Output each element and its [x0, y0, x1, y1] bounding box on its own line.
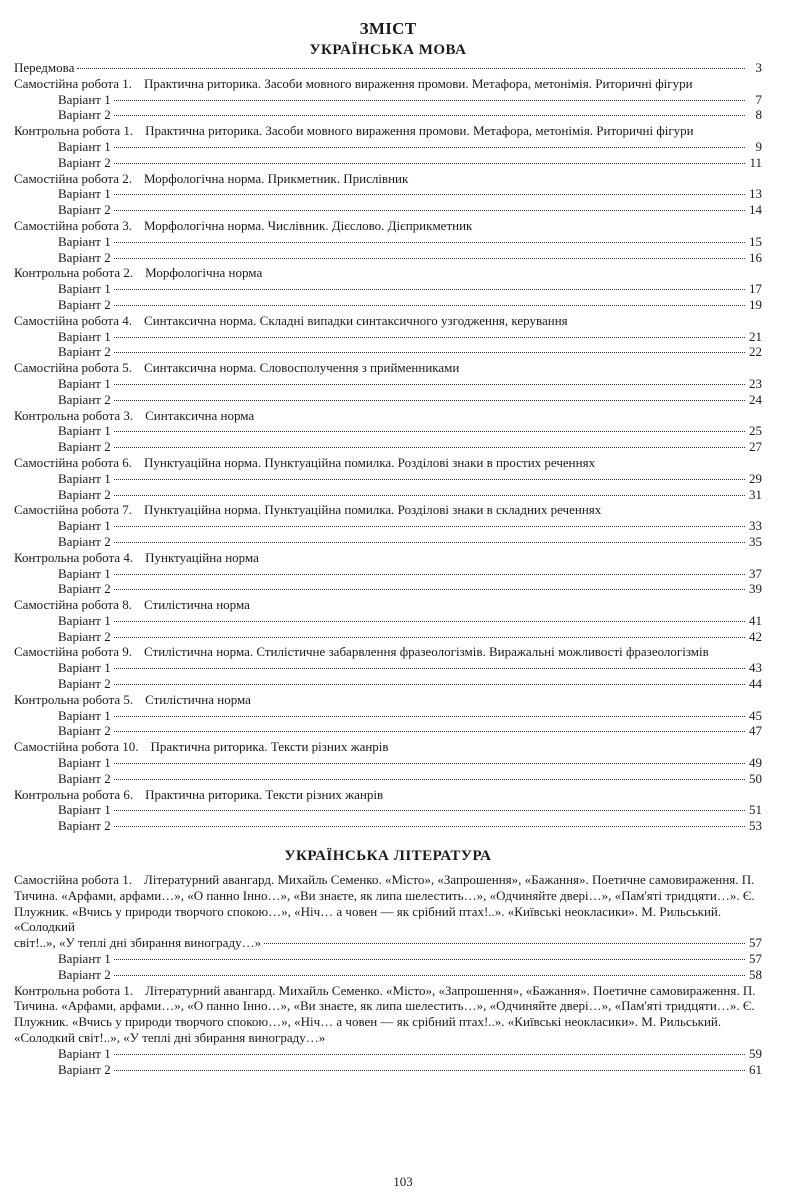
toc-row-label: Варіант 1 [58, 565, 111, 581]
toc-variant-row[interactable] [14, 344, 762, 360]
toc-row-label: Варіант 1 [58, 281, 111, 297]
toc-entry-prefix: Контрольна робота 2. [14, 265, 134, 281]
toc-variant-row[interactable] [14, 518, 762, 534]
toc-variant-row[interactable] [14, 376, 762, 392]
toc-row-label: Варіант 2 [58, 391, 111, 407]
toc-page-number: 17 [749, 281, 762, 297]
dot-leader [114, 975, 745, 976]
toc-entry-title: Практична риторика. Засоби мовного вираження промови. Метафора, метонімія. Риторичні фігури [144, 75, 693, 91]
toc-row-label: світ!..», «У теплі дні збирання винограду…» [14, 935, 262, 951]
toc-entry-title: Синтаксична норма. Словосполучення з прийменниками [144, 360, 460, 376]
toc-variant-row[interactable] [14, 755, 762, 771]
toc-entry-title: Стилістична норма [145, 691, 251, 707]
dot-leader [114, 305, 745, 306]
toc-page-number: 7 [755, 91, 762, 107]
toc-entry-heading [14, 787, 762, 803]
page-title: ЗМІСТ [359, 19, 417, 38]
toc-variant-row[interactable] [14, 818, 762, 834]
toc-row-label: Варіант 2 [58, 770, 111, 786]
toc-variant-row[interactable] [14, 723, 762, 739]
toc-row-label: Передмова [14, 60, 75, 75]
dot-leader [114, 242, 745, 243]
toc-entry-heading [14, 313, 762, 329]
toc-entry-title: Літературний авангард. Михайль Семенко. «Місто», «Запрошення», «Бажання». Поетичне самовираження. П. Тичина. «Арфами, арфами…», «О панно Інно…», «Ви знаєте, як липа шелестить…», «Одчиняйте двері…», «Пам'яті тридцяти…». Є. Плужник. «Вчись у природи творчого спокою…», «Ніч… а човен — як срібний птах!..». «Київські неокласики». М. Рильський. «Солодкий світ!..», «У теплі дні збирання винограду…» [14, 982, 756, 1046]
toc-entry-heading [14, 76, 762, 92]
toc-entry-prefix: Самостійна робота 8. [14, 597, 133, 613]
toc-entry-title: Синтаксична норма. Складні випадки синтаксичного узгодження, керування [144, 312, 568, 328]
toc-page-number: 44 [749, 676, 762, 692]
dot-leader [114, 779, 745, 780]
toc-entry-heading [14, 265, 762, 281]
toc-page [14, 18, 762, 1077]
toc-variant-row[interactable] [14, 487, 762, 503]
toc-entry-prefix: Контрольна робота 1. [14, 123, 134, 139]
toc-entry-prefix: Самостійна робота 7. [14, 502, 133, 518]
toc-variant-row[interactable] [14, 92, 762, 108]
toc-entry-title: Стилістична норма. Стилістичне забарвлення фразеологізмів. Виражальні можливості фразеологізмів [144, 644, 709, 660]
toc-row-label: Варіант 1 [58, 612, 111, 628]
toc-entry-heading [14, 644, 762, 660]
toc-row-label: Варіант 2 [58, 249, 111, 265]
section-heading-literature: УКРАЇНСЬКА ЛІТЕРАТУРА [284, 848, 492, 865]
toc-row-label: Варіант 2 [58, 966, 111, 982]
toc-entry-title: Морфологічна норма. Прикметник. Прислівник [144, 170, 409, 186]
toc-entry-prefix: Самостійна робота 4. [14, 312, 133, 328]
toc-page-number: 51 [749, 802, 762, 818]
toc-entry-title: Пунктуаційна норма. Пунктуаційна помилка. Розділові знаки в складних реченнях [144, 502, 602, 518]
toc-page-number: 37 [749, 565, 762, 581]
toc-page-number: 9 [755, 138, 762, 154]
toc-page-number: 31 [749, 486, 762, 502]
toc-page-number: 59 [749, 1045, 762, 1061]
toc-variant-row[interactable] [14, 281, 762, 297]
toc-variant-row[interactable] [14, 708, 762, 724]
section-heading-language: УКРАЇНСЬКА МОВА [309, 42, 467, 58]
toc-page-number: 61 [749, 1061, 762, 1077]
toc-variant-row[interactable] [14, 613, 762, 629]
toc-entry-title: Літературний авангард. Михайль Семенко. «Місто», «Запрошення», «Бажання». Поетичне самовираження. П. Тичина. «Арфами, арфами…», «О панно Інно…», «Ви знаєте, як липа шелестить…», «Одчиняйте двері…», «Пам'яті тридцяти…». Є. Плужник. «Вчись у природи творчого спокою…», «Ніч… а човен — як срібний птах!..». «Київські неокласики». М. Рильський. «Солодкий [14, 872, 755, 935]
toc-row-label: Варіант 1 [58, 1045, 111, 1061]
dot-leader [114, 194, 745, 195]
toc-row-label: Варіант 2 [58, 818, 111, 834]
dot-leader [114, 289, 745, 290]
toc-entry-prefix: Самостійна робота 3. [14, 217, 133, 233]
toc-row-label: Варіант 2 [58, 486, 111, 502]
dot-leader [114, 542, 745, 543]
toc-page-number: 42 [749, 628, 762, 644]
toc-variant-row[interactable] [14, 392, 762, 408]
dot-leader [114, 447, 745, 448]
toc-page-number: 57 [749, 935, 762, 951]
toc-page-number: 49 [749, 755, 762, 771]
toc-row-label: Варіант 2 [58, 533, 111, 549]
toc-entry-title: Морфологічна норма [145, 265, 263, 281]
dot-leader [114, 716, 745, 717]
toc-entry-prefix: Самостійна робота 6. [14, 454, 133, 470]
toc-page-number: 50 [749, 770, 762, 786]
toc-row-label: Варіант 2 [58, 581, 111, 597]
toc-entry-prefix: Контрольна робота 5. [14, 691, 134, 707]
toc-entry-heading [14, 550, 762, 566]
dot-leader [114, 574, 745, 575]
toc-page-number: 13 [749, 186, 762, 202]
dot-leader [114, 337, 745, 338]
toc-variant-row[interactable] [14, 471, 762, 487]
toc-entry-prefix: Контрольна робота 1. [14, 982, 134, 998]
toc-entry-title: Синтаксична норма [145, 407, 255, 423]
toc-variant-row[interactable] [14, 329, 762, 345]
dot-leader [114, 526, 745, 527]
toc-variant-row[interactable] [14, 1062, 762, 1078]
dot-leader [114, 763, 745, 764]
toc-variant-row[interactable] [14, 439, 762, 455]
toc-page-number: 14 [749, 202, 762, 218]
toc-variant-row[interactable] [14, 771, 762, 787]
toc-row-label: Варіант 1 [58, 660, 111, 676]
toc-row-label: Варіант 1 [58, 423, 111, 439]
toc-variant-row[interactable] [14, 234, 762, 250]
toc-page-number: 11 [749, 154, 762, 170]
toc-row-label: Варіант 2 [58, 628, 111, 644]
dot-leader [114, 589, 745, 590]
toc-page-number: 15 [749, 233, 762, 249]
toc-row-label: Варіант 1 [58, 518, 111, 534]
toc-page-number: 25 [749, 423, 762, 439]
dot-leader [114, 684, 745, 685]
toc-entry-heading [14, 360, 762, 376]
toc-page-number: 22 [749, 344, 762, 360]
toc-row-label: Варіант 1 [58, 755, 111, 771]
toc-page-number: 35 [749, 533, 762, 549]
toc-page-number: 19 [749, 296, 762, 312]
dot-leader [114, 959, 745, 960]
toc-page-number: 8 [755, 107, 762, 123]
toc-list-language [14, 60, 762, 834]
toc-variant-row[interactable] [14, 676, 762, 692]
dot-leader [114, 210, 745, 211]
toc-entry-heading [14, 872, 762, 935]
toc-list-literature [14, 872, 762, 1077]
toc-page-number: 47 [749, 723, 762, 739]
toc-page-number: 43 [749, 660, 762, 676]
toc-entry-title: Пунктуаційна норма [145, 549, 259, 565]
dot-leader [114, 479, 745, 480]
dot-leader [114, 100, 745, 101]
toc-page-number: 29 [749, 470, 762, 486]
dot-leader [264, 943, 745, 944]
toc-entry-heading [14, 502, 762, 518]
toc-page-number: 21 [749, 328, 762, 344]
toc-entry-heading [14, 739, 762, 755]
toc-variant-row[interactable] [14, 155, 762, 171]
toc-entry-title: Морфологічна норма. Числівник. Дієслово. Дієприкметник [144, 217, 473, 233]
toc-row-label: Варіант 2 [58, 107, 111, 123]
toc-entry-prefix: Контрольна робота 3. [14, 407, 134, 423]
toc-row-label: Варіант 1 [58, 186, 111, 202]
toc-variant-row[interactable] [14, 629, 762, 645]
dot-leader [114, 400, 745, 401]
toc-entry-heading [14, 218, 762, 234]
toc-entry-title: Практична риторика. Тексти різних жанрів [150, 739, 389, 755]
toc-variant-row[interactable] [14, 951, 762, 967]
toc-variant-row[interactable] [14, 250, 762, 266]
toc-page-number: 16 [749, 249, 762, 265]
toc-page-number: 57 [749, 951, 762, 967]
toc-row-label: Варіант 2 [58, 296, 111, 312]
toc-entry-prefix: Самостійна робота 10. [14, 739, 139, 755]
toc-page-number: 53 [749, 818, 762, 834]
dot-leader [77, 68, 745, 69]
toc-page-number: 27 [749, 439, 762, 455]
toc-entry-title: Практична риторика. Тексти різних жанрів [145, 786, 384, 802]
dot-leader [114, 1070, 745, 1071]
toc-entry-title: Стилістична норма [144, 597, 250, 613]
toc-page-number: 24 [749, 391, 762, 407]
toc-row-label: Варіант 1 [58, 233, 111, 249]
toc-entry-prefix: Самостійна робота 9. [14, 644, 133, 660]
dot-leader [114, 731, 745, 732]
toc-row-label: Варіант 1 [58, 375, 111, 391]
toc-page-number: 41 [749, 612, 762, 628]
toc-row[interactable] [14, 60, 762, 76]
toc-entry-prefix: Контрольна робота 4. [14, 549, 134, 565]
toc-row-label: Варіант 1 [58, 707, 111, 723]
toc-row[interactable] [14, 935, 762, 951]
toc-row-label: Варіант 1 [58, 802, 111, 818]
toc-variant-row[interactable] [14, 139, 762, 155]
toc-page-number: 3 [755, 60, 762, 75]
toc-row-label: Варіант 2 [58, 154, 111, 170]
dot-leader [114, 115, 745, 116]
toc-variant-row[interactable] [14, 566, 762, 582]
toc-variant-row[interactable] [14, 1046, 762, 1062]
toc-variant-row[interactable] [14, 423, 762, 439]
dot-leader [114, 163, 745, 164]
toc-page-number: 23 [749, 375, 762, 391]
toc-entry-heading [14, 171, 762, 187]
toc-entry-heading [14, 455, 762, 471]
toc-variant-row[interactable] [14, 297, 762, 313]
toc-variant-row[interactable] [14, 534, 762, 550]
dot-leader [114, 668, 745, 669]
toc-row-label: Варіант 2 [58, 439, 111, 455]
toc-page-number: 58 [749, 966, 762, 982]
toc-row-label: Варіант 2 [58, 676, 111, 692]
dot-leader [114, 621, 745, 622]
toc-entry-heading [14, 597, 762, 613]
toc-row-label: Варіант 2 [58, 202, 111, 218]
toc-entry-heading [14, 408, 762, 424]
toc-variant-row[interactable] [14, 802, 762, 818]
dot-leader [114, 258, 745, 259]
toc-variant-row[interactable] [14, 186, 762, 202]
toc-page-number: 45 [749, 707, 762, 723]
toc-entry-title: Пунктуаційна норма. Пунктуаційна помилка. Розділові знаки в простих реченнях [144, 454, 596, 470]
toc-entry-heading [14, 692, 762, 708]
dot-leader [114, 495, 745, 496]
toc-variant-row[interactable] [14, 202, 762, 218]
toc-row-label: Варіант 1 [58, 951, 111, 967]
dot-leader [114, 1054, 745, 1055]
toc-entry-title: Практична риторика. Засоби мовного вираження промови. Метафора, метонімія. Риторичні фігури [145, 123, 694, 139]
toc-page-number: 39 [749, 581, 762, 597]
toc-row-label: Варіант 1 [58, 138, 111, 154]
dot-leader [114, 384, 745, 385]
toc-entry-prefix: Самостійна робота 5. [14, 360, 133, 376]
toc-variant-row[interactable] [14, 581, 762, 597]
toc-entry-prefix: Контрольна робота 6. [14, 786, 134, 802]
dot-leader [114, 637, 745, 638]
dot-leader [114, 826, 745, 827]
toc-row-label: Варіант 2 [58, 723, 111, 739]
dot-leader [114, 810, 745, 811]
toc-row-label: Варіант 1 [58, 328, 111, 344]
toc-variant-row[interactable] [14, 660, 762, 676]
page-number: 103 [393, 1174, 413, 1189]
toc-variant-row[interactable] [14, 967, 762, 983]
toc-entry-heading [14, 983, 762, 1046]
toc-row-label: Варіант 1 [58, 470, 111, 486]
toc-entry-heading [14, 123, 762, 139]
toc-variant-row[interactable] [14, 107, 762, 123]
toc-page-number: 33 [749, 518, 762, 534]
toc-row-label: Варіант 2 [58, 1061, 111, 1077]
dot-leader [114, 352, 745, 353]
toc-entry-prefix: Самостійна робота 1. [14, 75, 133, 91]
dot-leader [114, 147, 745, 148]
toc-row-label: Варіант 1 [58, 91, 111, 107]
toc-row-label: Варіант 2 [58, 344, 111, 360]
dot-leader [114, 431, 745, 432]
toc-entry-prefix: Самостійна робота 1. [14, 872, 133, 888]
toc-entry-prefix: Самостійна робота 2. [14, 170, 133, 186]
